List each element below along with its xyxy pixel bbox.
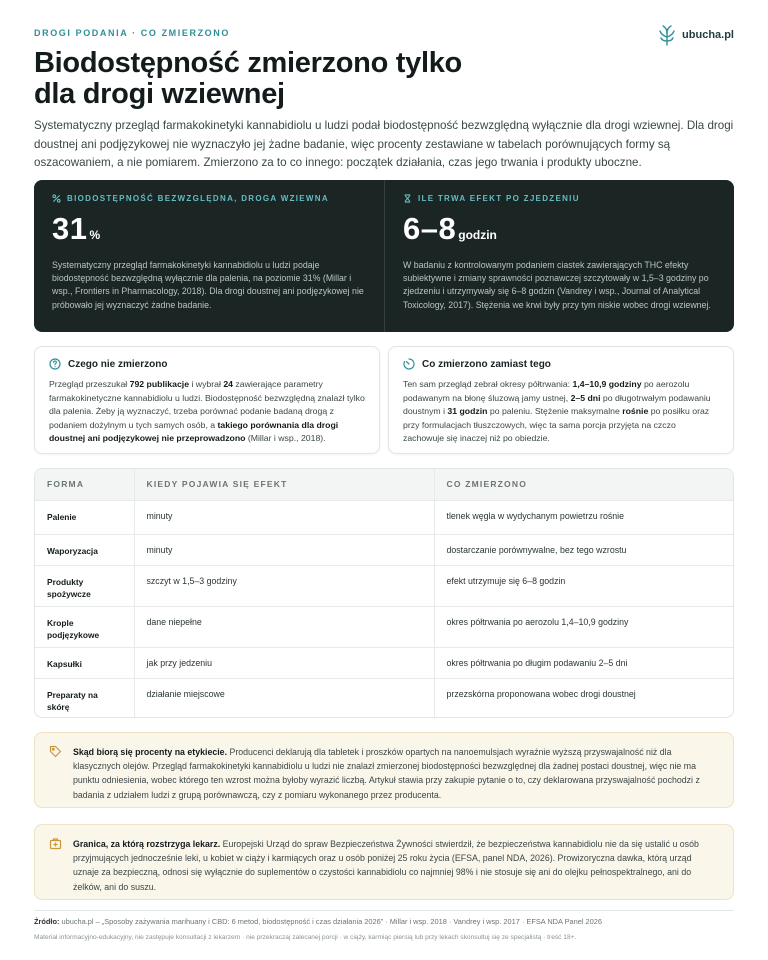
table-header-row	[35, 469, 734, 500]
hourglass-icon	[403, 194, 412, 203]
card-title: Co zmierzono zamiast tego	[422, 358, 551, 370]
stat-description: Systematyczny przegląd farmakokinetyki kannabidiolu u ludzi podaje biodostępność bezwzględną wyłącznie dla palenia, na poziomie 31% (Millar i wsp., Frontiers in Pharmacology, 2018). Dla drogi doustnej ani podjęzykowej nie próbowało jej wyznaczyć żadne badanie.	[52, 260, 364, 310]
intro-paragraph: Systematyczny przegląd farmakokinetyki kannabidiolu u ludzi podał biodostępność bezwzględną wyłącznie dla drogi wziewnej. Dla drogi doustnej ani podjęzykowej nie wyznaczyło jej żadne badanie, więc procenty zestawiane w tabelach porównujących formy są oszacowaniem, a nie pomiarem. Zmierzono za to co innego: początek działania, czas jego trwania i produkty uboczne.	[34, 119, 734, 169]
column-header: KIEDY POJAWIA SIĘ EFEKT	[134, 469, 434, 500]
stat-value: 31	[52, 211, 88, 246]
stat-bioavailability	[34, 180, 384, 332]
table-row	[35, 565, 734, 606]
card-title: Czego nie zmierzono	[68, 358, 168, 370]
stat-value: 6–8	[403, 211, 457, 246]
cell-form: Produkty spożywcze	[35, 565, 134, 606]
table-row	[35, 500, 734, 534]
stat-label: ILE TRWA EFEKT PO ZJEDZENIU	[418, 194, 580, 203]
forms-table	[34, 468, 734, 718]
cell-form: Waporyzacja	[35, 534, 134, 565]
table-row	[35, 534, 734, 565]
note-text: Granica, za którą rozstrzyga lekarz. Europejski Urząd do spraw Bezpieczeństwa Żywności stwierdził, że bezpieczeństwa kannabidiolu nie da się ustalić u osób przyjmujących jednocześnie leki, u kobiet w ciąży i karmiących oraz u osób poniżej 25 roku życia (EFSA, panel NDA, 2026). Prowizoryczna dawka, którą urząd uznaje za bezpieczną, odnosi się wyłącznie do suplementów o czystości kannabidiolu co najmniej 98% i nie stosuje się ani do olejku pełnospektralnego, ani do żelków, ani do suszu.	[73, 839, 699, 892]
question-circle-icon	[49, 358, 61, 370]
note-label-percentages	[34, 732, 734, 808]
cell-measured: dostarczanie porównywalne, bez tego wzrostu	[434, 534, 734, 565]
cell-onset: minuty	[134, 534, 434, 565]
card-body: Przegląd przeszukał 792 publikacje i wybrał 24 zawierające parametry farmakokinetyczne kannabidiolu u ludzi. Biodostępność bezwzględną znalazł tylko dla palenia. Żeby ją wyznaczyć, trzeba porównać podanie badaną drogą z podaniem dożylnym u tych samych osób, a takiego porównania dla drogi doustnej ani podjęzykowej nie przeprowadzono (Millar i wsp., 2018).	[49, 379, 365, 444]
cell-form: Kapsułki	[35, 647, 134, 678]
percent-icon	[52, 194, 61, 203]
cell-onset: jak przy jedzeniu	[134, 647, 434, 678]
source-line: Źródło: ubucha.pl – „Sposoby zażywania marihuany i CBD: 6 metod, biodostępność i czas działania 2026” · Millar i wsp. 2018 · Vandrey i wsp. 2017 · EFSA NDA Panel 2026	[34, 917, 602, 926]
cell-measured: tlenek węgla w wydychanym powietrzu rośnie	[434, 500, 734, 534]
note-text: Skąd biorą się procenty na etykiecie. Producenci deklarują dla tabletek i proszków opartych na nanoemulsjach wyraźnie wyższą przyswajalność niż dla klasycznych olejów. Przegląd farmakokinetyki kannabidiolu u ludzi nie znalazł zmierzonej biodostępności bezwzględnej dla żadnej postaci doustnej, więc nie ma punktu odniesienia, wobec którego ten wzrost można byłoby wyrazić liczbą. Artykuł stawia przy zakupie pytanie o to, czy deklarowana przyswajalność pochodzi z badania z udziałem ludzi z grupą porównawczą, czy z pomiaru wykonanego przez producenta.	[73, 747, 700, 800]
cell-measured: okres półtrwania po długim podawaniu 2–5 dni	[434, 647, 734, 678]
cell-onset: szczyt w 1,5–3 godziny	[134, 565, 434, 606]
stat-unit: %	[89, 228, 101, 242]
card-not-measured	[34, 346, 380, 454]
cell-form: Preparaty na skórę	[35, 678, 134, 718]
page-title: Biodostępność zmierzono tylko dla drogi wziewnej	[34, 47, 462, 110]
cell-measured: okres półtrwania po aerozolu 1,4–10,9 godziny	[434, 606, 734, 647]
stat-label: BIODOSTĘPNOŚĆ BEZWZGLĘDNA, DROGA WZIEWNA	[67, 194, 329, 203]
stat-unit: godzin	[458, 228, 497, 242]
column-header: CO ZMIERZONO	[434, 469, 734, 500]
card-body: Ten sam przegląd zebrał okresy półtrwania: 1,4–10,9 godziny po aerozolu podawanym na błonę śluzową jamy ustnej, 2–5 dni po długotrwałym podawaniu doustnym i 31 godzin po paleniu. Stężenie maksymalne rośnie po posiłku oraz przy formulacjach tłuszczowych, więc ta sama porcja przyjęta na czczo zachowuje się inaczej niż po obiedzie.	[403, 379, 711, 444]
stats-panel	[34, 180, 734, 332]
footer	[34, 910, 734, 941]
gauge-icon	[403, 358, 415, 370]
info-cards	[34, 346, 734, 454]
cell-onset: działanie miejscowe	[134, 678, 434, 718]
leaf-logo-icon	[658, 24, 676, 46]
cell-onset: minuty	[134, 500, 434, 534]
tag-icon	[49, 745, 62, 758]
eyebrow: DROGI PODANIA · CO ZMIERZONO	[34, 28, 230, 38]
medical-kit-icon	[49, 837, 62, 850]
note-doctor-boundary	[34, 824, 734, 900]
column-header: FORMA	[47, 479, 85, 490]
logo-text: ubucha.pl	[682, 29, 734, 41]
table-row	[35, 606, 734, 647]
cell-form: Krople podjęzykowe	[35, 606, 134, 647]
cell-measured: efekt utrzymuje się 6–8 godzin	[434, 565, 734, 606]
disclaimer: Materiał informacyjno-edukacyjny, nie zastępuje konsultacji z lekarzem · nie przekraczaj zalecanej porcji · w ciąży, karmiąc piersią lub przy lekach skonsultuj się ze specjalistą · treść 18+.	[34, 934, 577, 941]
card-measured-instead	[388, 346, 734, 454]
stat-description: W badaniu z kontrolowanym podaniem ciastek zawierających THC efekty subiektywne i zmiany sprawności poznawczej szczytowały w 1,5–3 godziny po zjedzeniu i utrzymywały się 6–8 godzin (Vandrey i wsp., Journal of Analytical Toxicology, 2017). Stężenia we krwi były przy tym niskie wobec drogi wziewnej.	[403, 260, 711, 310]
table-row	[35, 678, 734, 718]
cell-form: Palenie	[35, 500, 134, 534]
cell-measured: przezskórna proponowana wobec drogi doustnej	[434, 678, 734, 718]
cell-onset: dane niepełne	[134, 606, 434, 647]
page	[34, 0, 734, 960]
logo[interactable]	[658, 24, 734, 46]
stat-duration	[384, 180, 734, 332]
table-row	[35, 647, 734, 678]
